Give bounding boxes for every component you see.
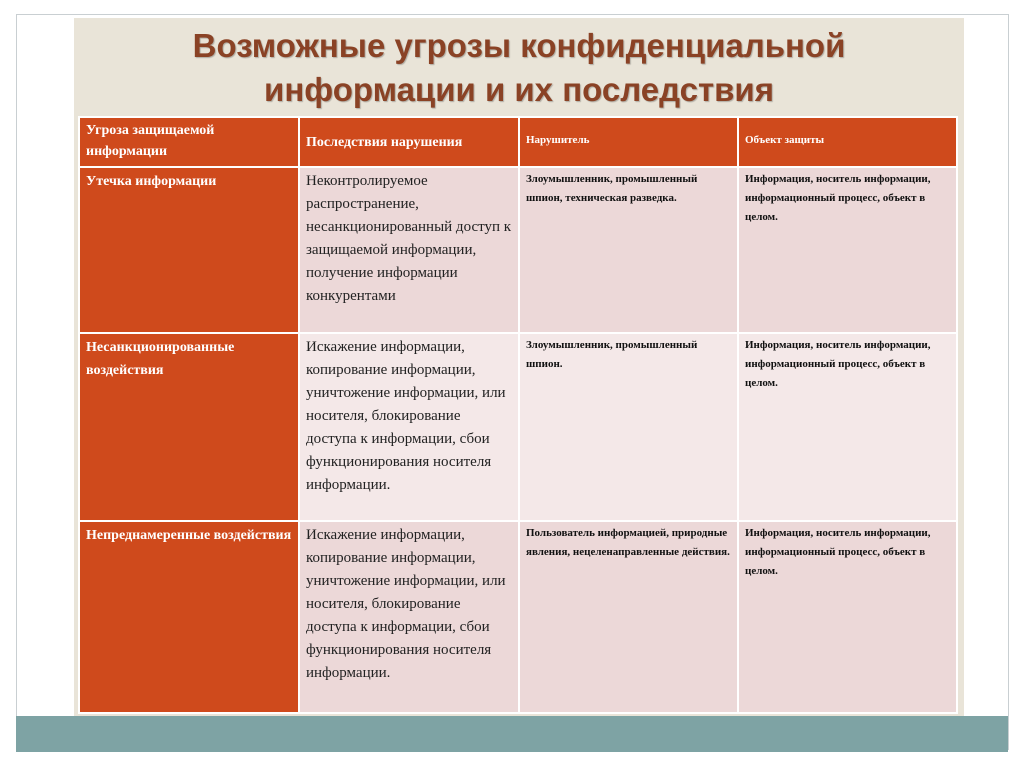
header-violator: Нарушитель [519,117,738,167]
title-line-1: Возможные угрозы конфиденциальной [192,27,846,64]
threats-table [78,116,958,714]
cell-consequences: Неконтролируемое распространение, несанкционированный доступ к защищаемой информации, получение информации конкурентами [299,167,519,333]
table-row [79,167,957,333]
header-object: Объект защиты [738,117,957,167]
cell-consequences: Искажение информации, копирование информации, уничтожение информации, или носителя, блокирование доступа к информации, сбои функционирования носителя информации. [299,521,519,713]
cell-object: Информация, носитель информации, информационный процесс, объект в целом. [738,333,957,521]
title-line-2: информации и их последствия [264,71,774,108]
cell-object: Информация, носитель информации, информационный процесс, объект в целом. [738,521,957,713]
table-row [79,521,957,713]
cell-consequences: Искажение информации, копирование информации, уничтожение информации, или носителя, блокирование доступа к информации, сбои функционирования носителя информации. [299,333,519,521]
slide-title [74,18,964,124]
cell-violator: Злоумышленник, промышленный шпион, техническая разведка. [519,167,738,333]
cell-threat: Утечка информации [79,167,299,333]
header-threat: Угроза защищаемой информации [79,117,299,167]
header-consequences: Последствия нарушения [299,117,519,167]
cell-threat: Несанкционированные воздействия [79,333,299,521]
bottom-bar [16,716,1008,752]
table-row [79,333,957,521]
cell-threat: Непреднамеренные воздействия [79,521,299,713]
cell-violator: Злоумышленник, промышленный шпион. [519,333,738,521]
table-header-row [79,117,957,167]
cell-violator: Пользователь информацией, природные явления, нецеленаправленные действия. [519,521,738,713]
cell-object: Информация, носитель информации, информационный процесс, объект в целом. [738,167,957,333]
